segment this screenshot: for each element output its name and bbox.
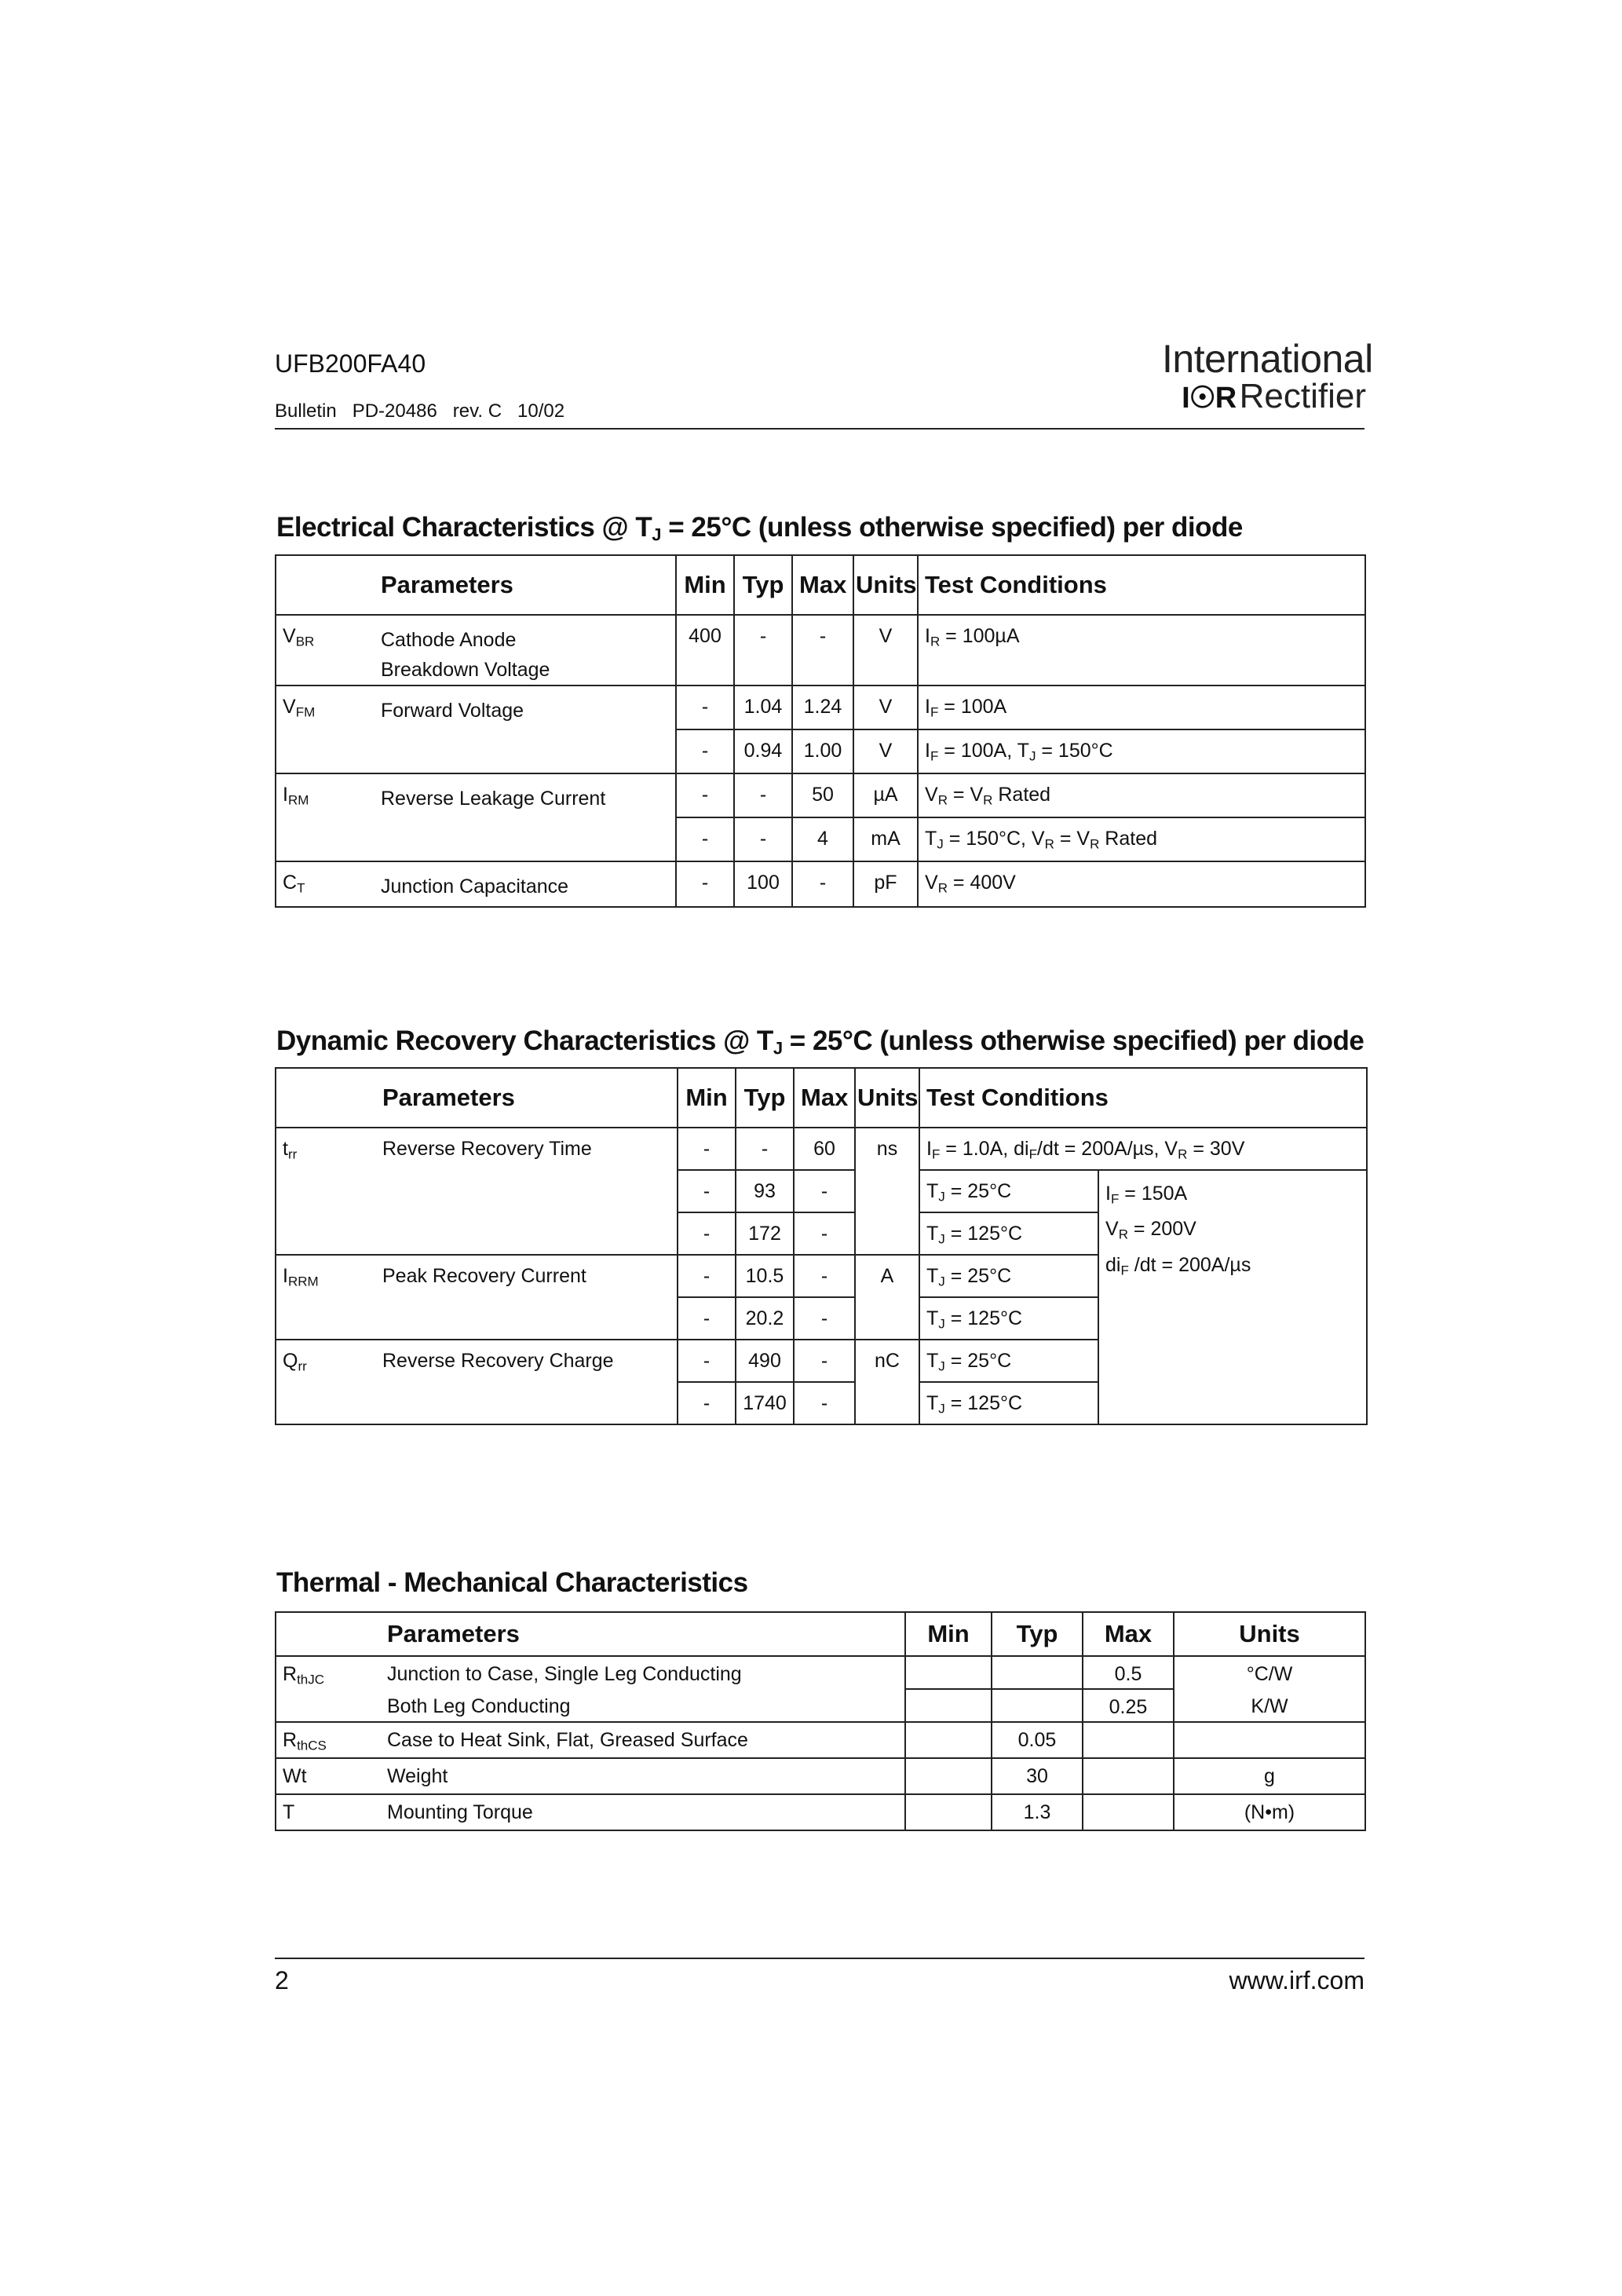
th-header-max: Max (1083, 1612, 1174, 1656)
cell-units (1174, 1722, 1365, 1758)
cell-min: - (678, 1382, 736, 1424)
symbol-cell: $V_{BR}$ (283, 625, 315, 649)
dynamic-table (275, 1067, 1368, 1425)
cell-typ: 100 (734, 861, 792, 907)
cell-condition: $I_R = 100\mu A$ (918, 615, 1365, 686)
param-reverse-recovery-charge: Reverse Recovery Charge (382, 1350, 614, 1372)
cell-condition: $T_J = 125^\circ C$ (919, 1382, 1098, 1424)
cell-typ: 10.5 (736, 1255, 794, 1297)
dyn-header-max: Max (794, 1068, 855, 1128)
dyn-header-parameters: Parameters (382, 1084, 515, 1111)
cell-max: 1.00 (792, 729, 853, 773)
cell-max: - (792, 861, 853, 907)
cell-typ (992, 1656, 1083, 1689)
cell-max: - (794, 1382, 855, 1424)
cell-min (905, 1722, 992, 1758)
cell-min (905, 1689, 992, 1722)
cell-min: - (678, 1340, 736, 1382)
cell-typ: 30 (992, 1758, 1083, 1794)
symbol-cell (276, 1689, 381, 1722)
cell-condition: $I_F = 100A$, $T_J = 150^\circ C$ (918, 729, 1365, 773)
electrical-title: Electrical Characteristics @ $T_J = 25^\circ C$ (unless otherwise specified) per diode (276, 512, 1243, 545)
param-reverse-recovery-time: Reverse Recovery Time (382, 1138, 592, 1160)
dyn-header-units: Units (855, 1068, 919, 1128)
cell-condition: $V_R = V_R$ Rated (918, 773, 1365, 817)
symbol-irrm: $I_{RRM}$ (283, 1265, 319, 1289)
cell-units: A (855, 1255, 919, 1340)
cell-min: - (676, 817, 734, 861)
param-peak-recovery-current: Peak Recovery Current (382, 1265, 586, 1287)
cell-condition: $T_J = 25^\circ C$ (919, 1340, 1098, 1382)
parameter-cell: Weight (381, 1758, 905, 1794)
website-link[interactable]: www.irf.com (1229, 1966, 1364, 1994)
cell-max: - (794, 1297, 855, 1340)
symbol-cell: T (276, 1794, 381, 1830)
cell-max: 1.24 (792, 686, 853, 729)
cell-min: 400 (676, 615, 734, 686)
logo-ior-mark: I☉R (1182, 382, 1237, 415)
cell-min: - (678, 1255, 736, 1297)
side-condition: $V_R = 200V$ (1105, 1218, 1196, 1242)
cell-max (1083, 1722, 1174, 1758)
cell-max: 4 (792, 817, 853, 861)
parameter-cell: Both Leg Conducting (387, 1695, 571, 1717)
cell-max: 50 (792, 773, 853, 817)
parameter-cell: Cathode Anode Breakdown Voltage (381, 629, 550, 681)
side-conditions (1098, 1170, 1367, 1424)
cell-condition: $V_R = 400V$ (918, 861, 1365, 907)
cell-min: - (678, 1170, 736, 1212)
parameter-cell: Junction Capacitance (381, 876, 569, 898)
cell-condition: $T_J = 25^\circ C$ (919, 1170, 1098, 1212)
side-condition: $I_F = 150A$ (1105, 1183, 1188, 1207)
header-parameters: Parameters (381, 571, 513, 598)
symbol-cell: $I_{RM}$ (283, 784, 309, 808)
cell-units: pF (853, 861, 918, 907)
header-typ: Typ (734, 555, 792, 615)
cell-min: - (676, 861, 734, 907)
parameter-cell: Forward Voltage (381, 700, 524, 722)
cell-min (905, 1758, 992, 1794)
cell-typ: - (734, 817, 792, 861)
cell-units: V (853, 729, 918, 773)
th-header-typ: Typ (992, 1612, 1083, 1656)
cell-min (905, 1794, 992, 1830)
footer-rule (275, 1958, 1364, 1959)
cell-condition: $I_F = 100A$ (918, 686, 1365, 729)
cell-units: V (853, 615, 918, 686)
header-test-conditions: Test Conditions (918, 555, 1365, 615)
cell-typ: 0.94 (734, 729, 792, 773)
cell-typ: - (734, 773, 792, 817)
cell-typ: 0.05 (992, 1722, 1083, 1758)
cell-max (1083, 1794, 1174, 1830)
cell-min: - (678, 1128, 736, 1170)
cell-min (905, 1656, 992, 1689)
side-condition: $di_F$ /dt = 200A/µs (1105, 1253, 1251, 1278)
page-number: 2 (275, 1966, 289, 1994)
cell-units: K/W (1174, 1689, 1365, 1722)
cell-units: mA (853, 817, 918, 861)
cell-condition: $T_J = 150^\circ C$, $V_R = V_R$ Rated (918, 817, 1365, 861)
cell-condition: $T_J = 125^\circ C$ (919, 1212, 1098, 1255)
cell-max: - (794, 1212, 855, 1255)
symbol-trr: $t_{rr}$ (283, 1138, 298, 1162)
cell-condition: $I_F = 1.0A$, $di_F/dt = 200A/\mu s$, $V_R = 30V$ (919, 1128, 1367, 1170)
company-logo (1162, 336, 1373, 416)
cell-max: - (794, 1170, 855, 1212)
cell-min: - (676, 773, 734, 817)
header-rule (275, 428, 1364, 430)
cell-max (1083, 1758, 1174, 1794)
header-max: Max (792, 555, 853, 615)
cell-min: - (678, 1297, 736, 1340)
symbol-cell: $C_T$ (283, 872, 305, 896)
cell-typ: 1.04 (734, 686, 792, 729)
header-units: Units (853, 555, 918, 615)
dynamic-title: Dynamic Recovery Characteristics @ $T_J = 25^\circ C$ (unless otherwise specified) per diode (276, 1026, 1364, 1058)
logo-line2: Rectifier (1239, 377, 1366, 415)
electrical-table (275, 554, 1366, 908)
cell-units: V (853, 686, 918, 729)
header-min: Min (676, 555, 734, 615)
cell-typ: - (734, 615, 792, 686)
th-header-min: Min (905, 1612, 992, 1656)
cell-min: - (676, 729, 734, 773)
thermal-table (275, 1611, 1366, 1831)
part-number: UFB200FA40 (275, 349, 426, 378)
cell-typ: 93 (736, 1170, 794, 1212)
cell-units: °C/W (1174, 1656, 1365, 1689)
dyn-header-min: Min (678, 1068, 736, 1128)
cell-max: 0.5 (1083, 1656, 1174, 1689)
cell-units: nC (855, 1340, 919, 1424)
th-header-parameters: Parameters (387, 1620, 520, 1647)
symbol-cell: $R_{thJC}$ (283, 1663, 325, 1687)
parameter-cell: Mounting Torque (381, 1794, 905, 1830)
symbol-cell: $R_{thCS}$ (276, 1722, 381, 1758)
cell-max: 0.25 (1083, 1689, 1174, 1722)
bulletin-info: Bulletin PD-20486 rev. C 10/02 (275, 400, 565, 422)
cell-min: - (678, 1212, 736, 1255)
cell-units: (N•m) (1174, 1794, 1365, 1830)
th-header-units: Units (1174, 1612, 1365, 1656)
thermal-title: Thermal - Mechanical Characteristics (276, 1567, 748, 1598)
parameter-cell: Case to Heat Sink, Flat, Greased Surface (381, 1722, 905, 1758)
cell-max: 60 (794, 1128, 855, 1170)
parameter-cell: Reverse Leakage Current (381, 788, 606, 810)
cell-typ: 1.3 (992, 1794, 1083, 1830)
symbol-cell: Wt (276, 1758, 381, 1794)
cell-max: - (794, 1340, 855, 1382)
cell-typ: 1740 (736, 1382, 794, 1424)
symbol-cell: $V_{FM}$ (283, 696, 316, 720)
cell-typ: - (736, 1128, 794, 1170)
cell-max: - (792, 615, 853, 686)
dyn-header-test-conditions: Test Conditions (919, 1068, 1367, 1128)
parameter-cell: Junction to Case, Single Leg Conducting (387, 1663, 742, 1685)
cell-condition: $T_J = 25^\circ C$ (919, 1255, 1098, 1297)
cell-units: µA (853, 773, 918, 817)
dyn-header-typ: Typ (736, 1068, 794, 1128)
cell-condition: $T_J = 125^\circ C$ (919, 1297, 1098, 1340)
logo-line1: International (1162, 337, 1373, 381)
cell-max: - (794, 1255, 855, 1297)
cell-units: g (1174, 1758, 1365, 1794)
symbol-qrr: $Q_{rr}$ (283, 1350, 307, 1374)
cell-min: - (676, 686, 734, 729)
cell-typ (992, 1689, 1083, 1722)
cell-typ: 490 (736, 1340, 794, 1382)
cell-typ: 20.2 (736, 1297, 794, 1340)
cell-typ: 172 (736, 1212, 794, 1255)
cell-units: ns (855, 1128, 919, 1255)
